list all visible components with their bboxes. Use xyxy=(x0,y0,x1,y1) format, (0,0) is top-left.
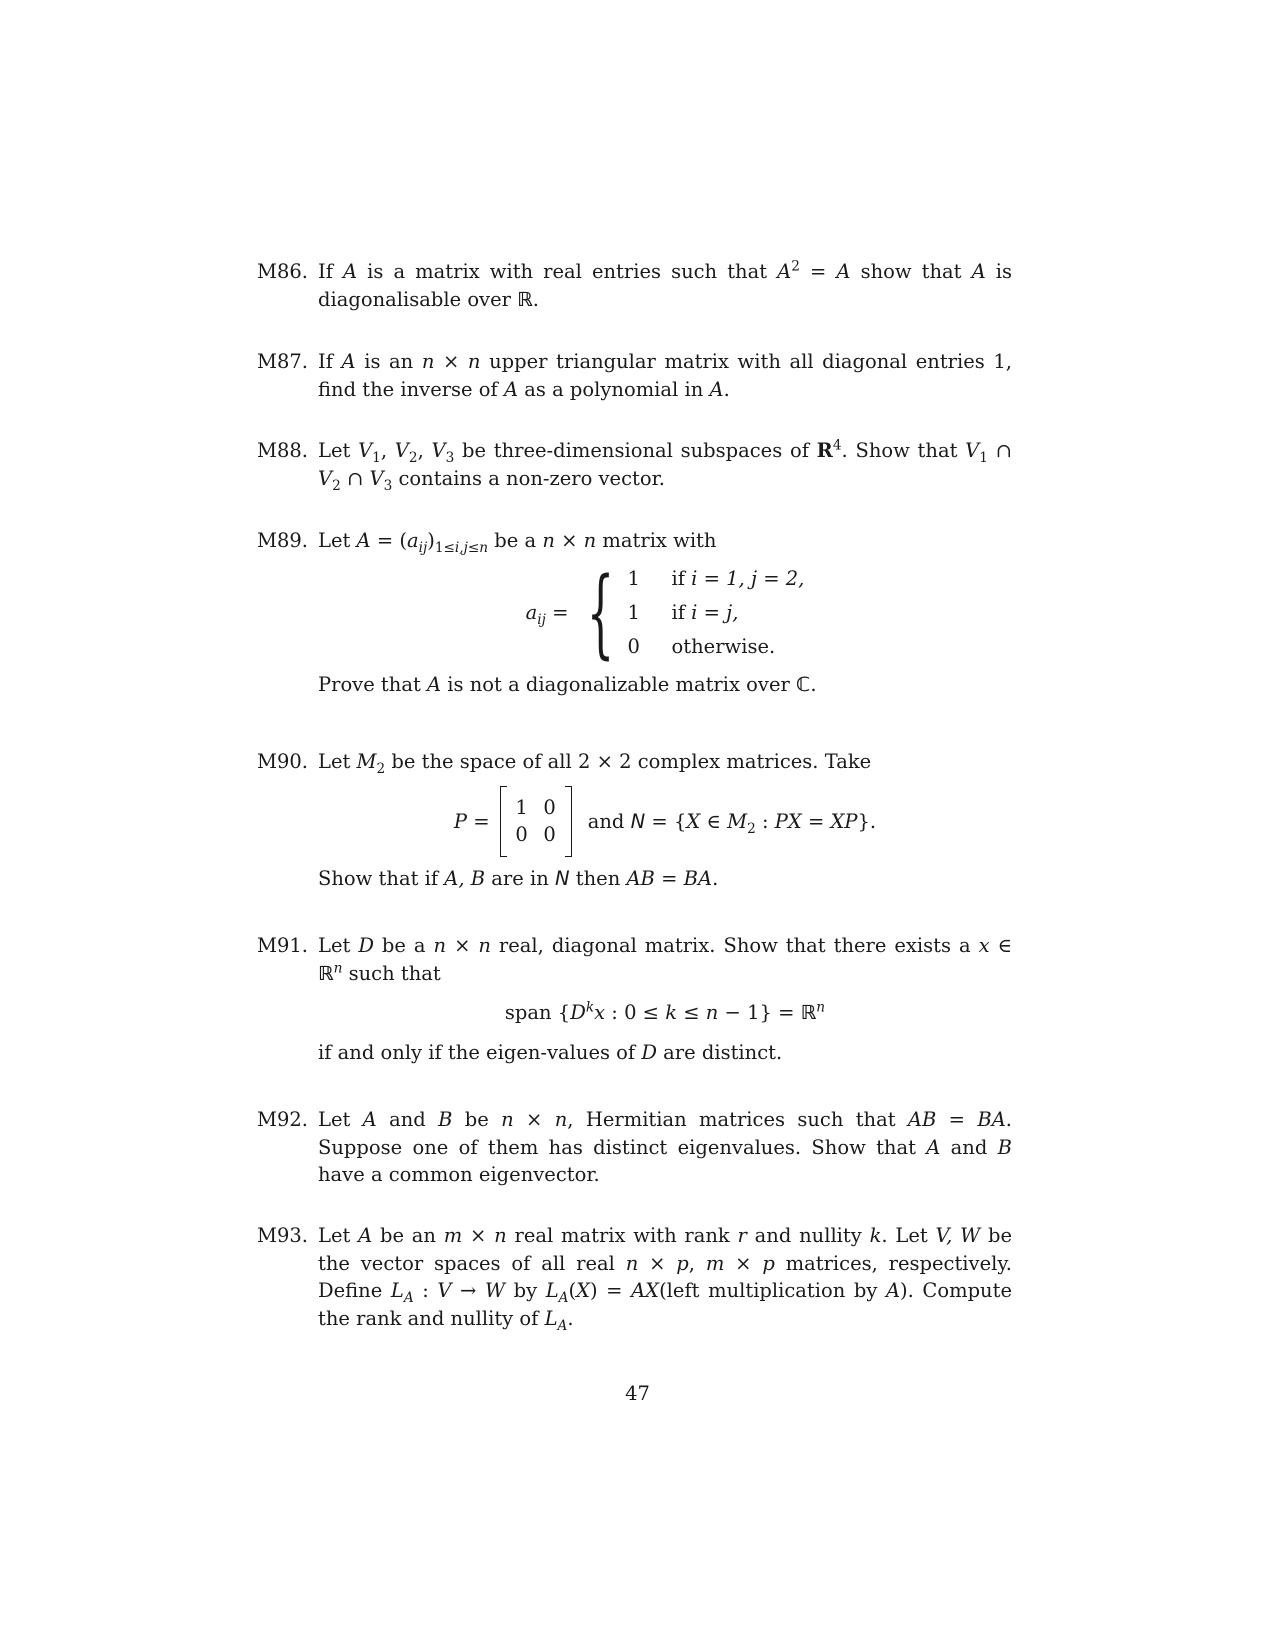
problem-text: Let D be a n × n real, diagonal matrix. Show that there exists a x ∈ ℝ$^n$ such that span {$D^kx$ : 0 ≤ k ≤ n − 1} = ℝ$^n$ if and only if the eigen-values of D are distinct. xyxy=(318,934,1013,1065)
cases-equation: $a_{ij}$ = { 1 if i = 1, j = 2, 1 if i = j, 0 otherwise. xyxy=(525,556,805,669)
problem-label: M90. xyxy=(257,750,308,773)
problem-label: M86. xyxy=(257,260,308,283)
case-condition: if i = 1, j = 2, xyxy=(671,567,805,591)
span-equation: span {$D^kx$ : 0 ≤ k ≤ n − 1} = ℝ$^n$ xyxy=(504,999,826,1025)
page-number: 47 xyxy=(625,1382,650,1405)
problem-text: If A is a matrix with real entries such that $A^2 = A$ show that A is diagonalisable over ℝ. xyxy=(318,258,1012,311)
problem-label: M92. xyxy=(257,1108,308,1131)
problem-text: If A is an n × n upper triangular matrix with all diagonal entries 1, find the inverse of A as a polynomial in A. xyxy=(318,350,1012,401)
case-value: 0 xyxy=(627,634,640,658)
problem-m92 xyxy=(257,1106,1012,1189)
problem-text: Let A be an m × n real matrix with rank r and nullity k. Let V, W be the vector spaces of all real n × p, m × p matrices, respectively. Define $L_A$ : V → W by $L_A(X)$ = AX(left multiplication by A). Compute the rank and nullity of $L_A$. xyxy=(318,1224,1012,1334)
problem-label: M93. xyxy=(257,1224,308,1247)
matrix-p: 1 0 0 0 xyxy=(500,792,572,851)
case-value: 1 xyxy=(627,567,640,591)
case-condition: otherwise. xyxy=(671,634,776,658)
problem-m93 xyxy=(257,1222,1012,1333)
problem-m87 xyxy=(257,348,1012,403)
case-condition: if i = j, xyxy=(671,600,739,624)
problem-text: Let $M_2$ be the space of all 2 × 2 complex matrices. Take P = 1 0 0 0 and N = {X ∈ $M_2$ : PX = XP}. Show that if A, B are in N then AB = BA. xyxy=(318,748,1012,893)
problem-text: Let A and B be n × n, Hermitian matrices such that AB = BA. Suppose one of them has distinct eigenvalues. Show that A and B have a common eigenvector. xyxy=(318,1108,1012,1187)
problem-m88 xyxy=(257,437,1012,492)
problem-label: M87. xyxy=(257,350,308,373)
case-value: 1 xyxy=(627,600,640,624)
problem-text: Let $A = (a_{ij})_{1\le i,j\le n}$ be a n × n matrix with $a_{ij}$ = { 1 if i = 1, j = 2, 1 if i = j, 0 otherwise. Prove that A is not a diagonalizable matrix over ℂ. xyxy=(318,527,1012,698)
problem-m91 xyxy=(257,932,1012,1067)
problem-m86 xyxy=(257,258,1012,313)
problem-label: M89. xyxy=(257,529,308,552)
problem-m89 xyxy=(257,527,1012,698)
problem-text: Let $V_1$, $V_2$, $V_3$ be three-dimensional subspaces of $R^4$. Show that $V_1$ ∩ $V_2$ ∩ $V_3$ contains a non-zero vector. xyxy=(318,437,1012,494)
matrix-equation: P = 1 0 0 0 and N = {X ∈ $M_2$ : PX = XP}. xyxy=(318,792,1012,851)
problem-label: M91. xyxy=(257,934,308,957)
problem-label: M88. xyxy=(257,439,308,462)
problem-m90 xyxy=(257,748,1012,893)
